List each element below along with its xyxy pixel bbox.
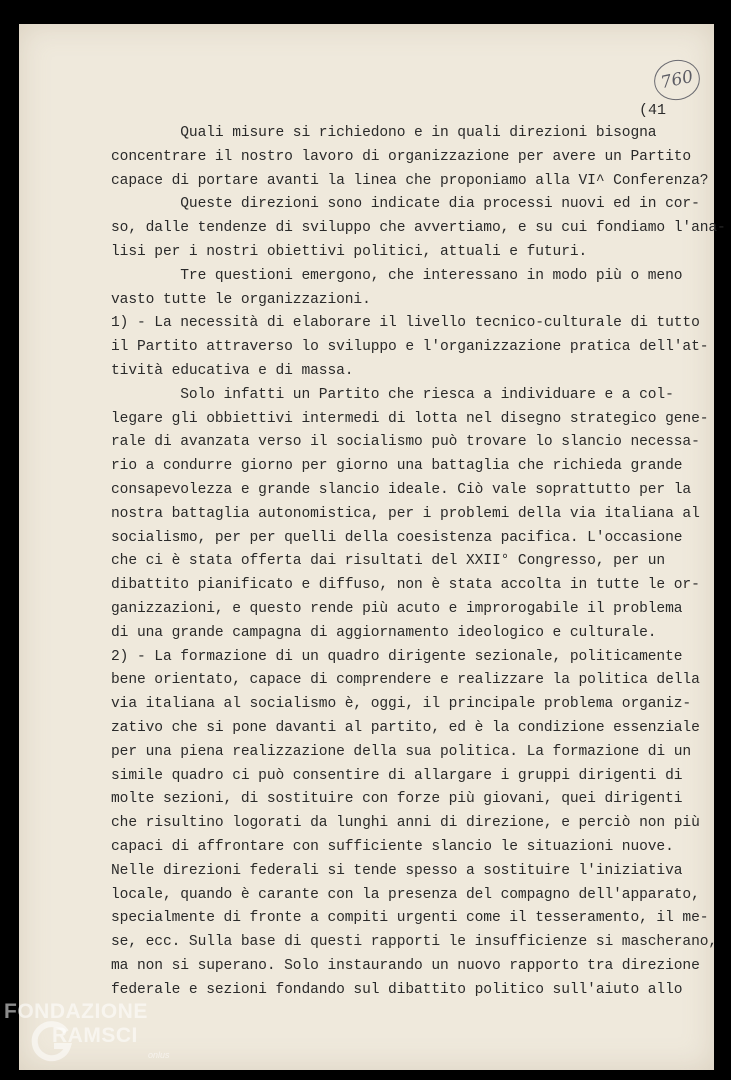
text-line: 2) - La formazione di un quadro dirigente sezionale, politicamente xyxy=(111,648,683,665)
document-body xyxy=(111,122,726,1002)
text-line: per una piena realizzazione della sua politica. La formazione di un xyxy=(111,743,692,760)
text-line: Quali misure si richiedono e in quali direzioni bisogna xyxy=(111,125,657,141)
text-line: via italiana al socialismo è, oggi, il principale problema organiz- xyxy=(111,696,692,713)
text-line: simile quadro ci può consentire di allargare i gruppi dirigenti di xyxy=(111,767,683,784)
watermark-line-1: FONDAZIONE xyxy=(4,1000,148,1023)
text-line: Tre questioni emergono, che interessano in modo più o meno xyxy=(111,267,683,284)
text-line: il Partito attraverso lo sviluppo e l'organizzazione pratica dell'at- xyxy=(111,339,709,356)
text-line: tività educativa e di massa. xyxy=(111,362,354,379)
text-line: di una grande campagna di aggiornamento ideologico e culturale. xyxy=(111,624,657,641)
text-line: specialmente di fronte a compiti urgenti come il tesseramento, il me- xyxy=(111,910,709,927)
text-line: Queste direzioni sono indicate dia processi nuovi ed in cor- xyxy=(111,196,700,213)
text-line: locale, quando è carante con la presenza del compagno dell'apparato, xyxy=(111,886,700,903)
text-line: rio a condurre giorno per giorno una battaglia che richieda grande xyxy=(111,458,683,475)
text-line: socialismo, per per quelli della coesistenza pacifica. L'occasione xyxy=(111,529,683,546)
text-line: se, ecc. Sulla base di questi rapporti le insufficienze si mascherano, xyxy=(111,934,718,951)
text-line: federale e sezioni fondando sul dibattito politico sull'aiuto allo xyxy=(111,981,683,998)
text-line: che ci è stata offerta dai risultati del XXII° Congresso, per un xyxy=(111,553,666,570)
document-page xyxy=(19,24,726,1070)
text-line: nostra battaglia autonomistica, per i problemi della via italiana al xyxy=(111,505,700,522)
text-line: legare gli obbiettivi intermedi di lotta nel disegno strategico gene- xyxy=(111,410,709,427)
text-line: consapevolezza e grande slancio ideale. Ciò vale soprattutto per la xyxy=(111,481,692,498)
text-line: ganizzazioni, e questo rende più acuto e improrogabile il problema xyxy=(111,600,683,617)
text-line: che risultino logorati da lunghi anni di direzione, e perciò non più xyxy=(111,815,700,832)
text-line: capaci di affrontare con sufficiente slancio le situazioni nuove. xyxy=(111,838,674,855)
archive-stamp: 760 xyxy=(650,56,703,105)
text-line: 1) - La necessità di elaborare il livello tecnico-culturale di tutto xyxy=(111,315,700,332)
text-line: Nelle direzioni federali si tende spesso a sostituire l'iniziativa xyxy=(111,862,683,879)
text-line: ma non si superano. Solo instaurando un nuovo rapporto tra direzione xyxy=(111,957,700,974)
text-line: capace di portare avanti la linea che proponiamo alla VI^ Conferenza? xyxy=(111,172,709,189)
page-number: (41 xyxy=(639,102,667,119)
watermark-line-3: onlus xyxy=(148,1050,170,1060)
text-line: concentrare il nostro lavoro di organizzazione per avere un Partito xyxy=(111,148,692,165)
watermark-line-2: RAMSCI xyxy=(52,1024,138,1047)
text-line: dibattito pianificato e diffuso, non è stata accolta in tutte le or- xyxy=(111,577,700,594)
text-line: rale di avanzata verso il socialismo può trovare lo slancio necessa- xyxy=(111,434,700,451)
text-line: vasto tutte le organizzazioni. xyxy=(111,291,371,308)
text-line: Solo infatti un Partito che riesca a individuare e a col- xyxy=(111,386,674,403)
text-line: molte sezioni, di sostituire con forze più giovani, quei dirigenti xyxy=(111,791,683,808)
text-line: lisi per i nostri obiettivi politici, attuali e futuri. xyxy=(111,243,588,260)
text-line: bene orientato, capace di comprendere e realizzare la politica della xyxy=(111,672,700,689)
text-line: so, dalle tendenze di sviluppo che avvertiamo, e su cui fondiamo l'ana- xyxy=(111,220,726,237)
text-line: zativo che si pone davanti al partito, ed è la condizione essenziale xyxy=(111,719,700,736)
